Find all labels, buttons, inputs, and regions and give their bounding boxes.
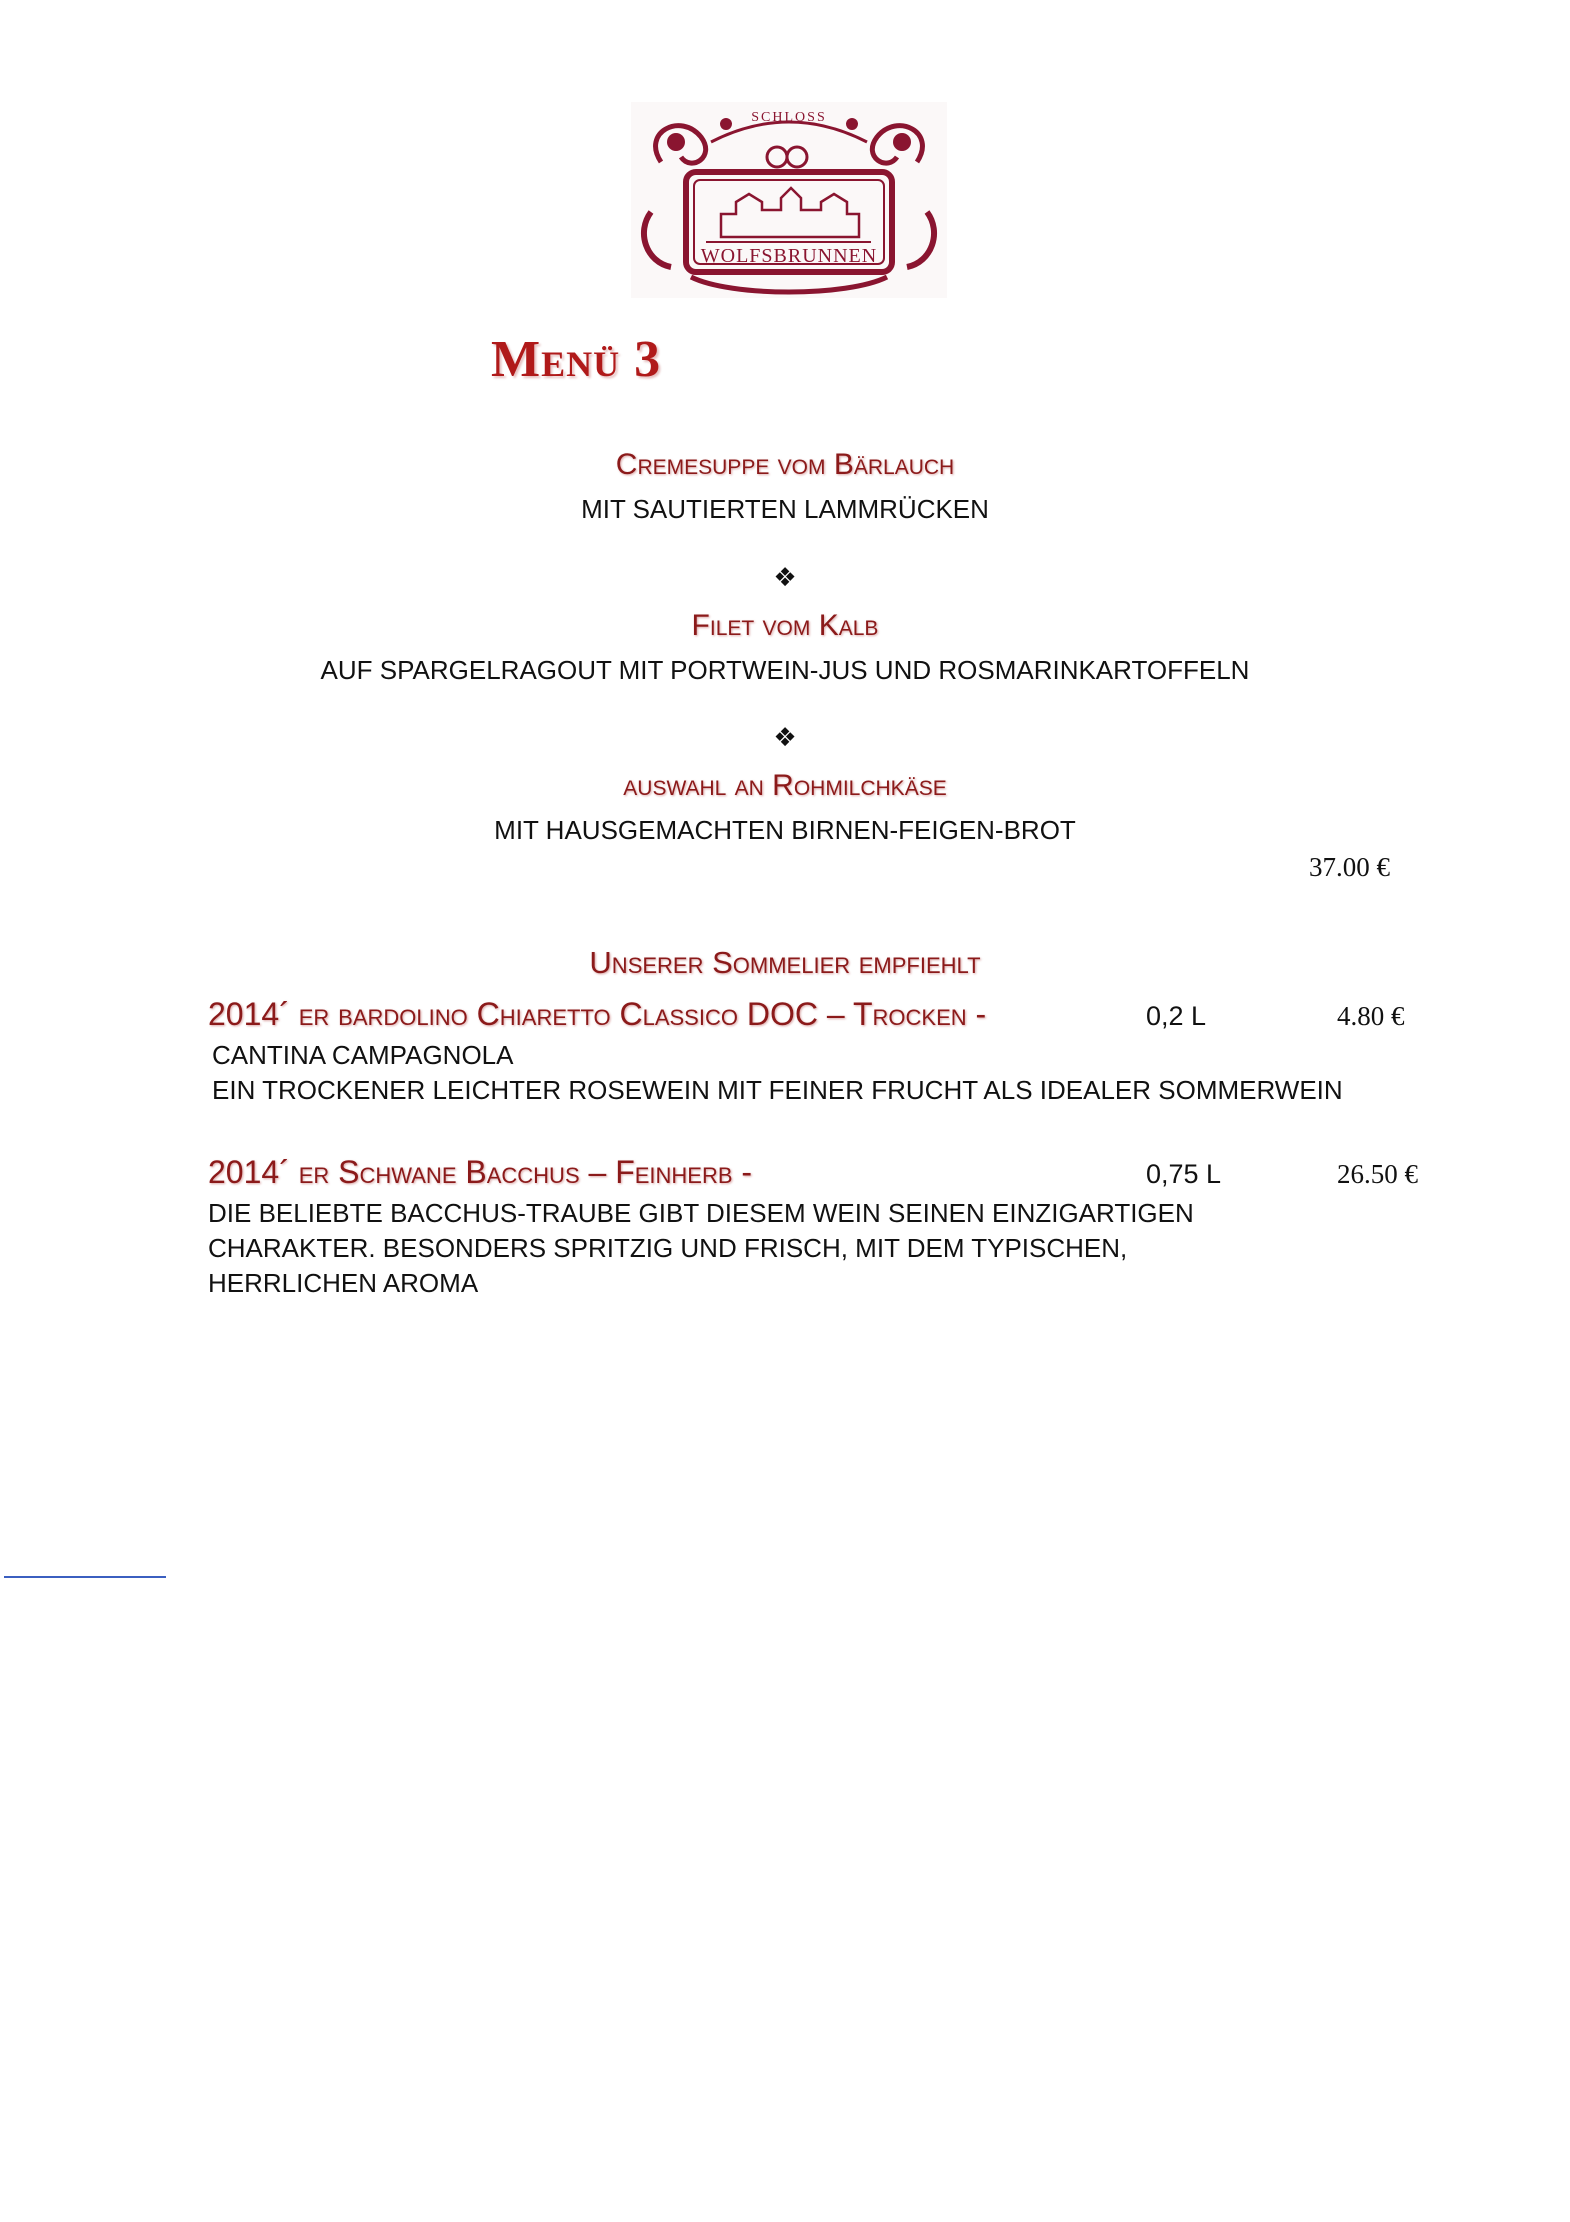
course-title: Cremesuppe vom Bärlauch <box>615 448 955 481</box>
wine-volume: 0,75 L <box>1146 1159 1222 1189</box>
wine-volume: 0,2 L <box>1146 1001 1207 1031</box>
wine-description-line: CHARAKTER. BESONDERS SPRITZIG UND FRISCH, MIT DEM TYPISCHEN, <box>208 1233 1128 1263</box>
course-description: MIT SAUTIERTEN LAMMRÜCKEN <box>581 494 989 524</box>
wine-price: 26.50 € <box>1337 1159 1418 1189</box>
footer-rule <box>4 1576 166 1578</box>
course-description: AUF SPARGELRAGOUT MIT PORTWEIN-JUS UND ROSMARINKARTOFFELN <box>320 655 1250 685</box>
schloss-wolfsbrunnen-logo <box>631 102 947 298</box>
course-2 <box>0 609 1570 686</box>
wine-title: 2014´ er bardolino Chiaretto Classico DOC – Trocken - <box>208 996 987 1032</box>
logo-top-text: SCHLOSS <box>751 110 827 125</box>
separator-icon: ❖ <box>773 722 797 752</box>
sommelier-heading: Unserer Sommelier empfiehlt <box>589 945 981 980</box>
wine-price: 4.80 € <box>1337 1001 1405 1031</box>
logo-name: WOLFSBRUNNEN <box>700 245 878 267</box>
menu-title: Menü 3 <box>491 331 662 388</box>
course-3 <box>0 769 1570 846</box>
wine-description-line: HERRLICHEN AROMA <box>208 1268 479 1298</box>
wine-description-line: DIE BELIEBTE BACCHUS-TRAUBE GIBT DIESEM WEIN SEINEN EINZIGARTIGEN <box>208 1198 1194 1228</box>
course-title: Filet vom Kalb <box>691 609 879 642</box>
separator-icon: ❖ <box>773 562 797 592</box>
wine-title: 2014´ er Schwane Bacchus – Feinherb - <box>208 1154 753 1190</box>
course-title: auswahl an Rohmilchkäse <box>623 769 947 802</box>
menu-price: 37.00 € <box>1309 852 1390 882</box>
wine-description-line: EIN TROCKENER LEICHTER ROSEWEIN MIT FEINER FRUCHT ALS IDEALER SOMMERWEIN <box>212 1075 1343 1105</box>
wine-description-line: CANTINA CAMPAGNOLA <box>212 1040 514 1070</box>
course-1 <box>0 448 1570 525</box>
course-description: MIT HAUSGEMACHTEN BIRNEN-FEIGEN-BROT <box>494 815 1076 845</box>
logo-crest-icon <box>631 102 947 298</box>
